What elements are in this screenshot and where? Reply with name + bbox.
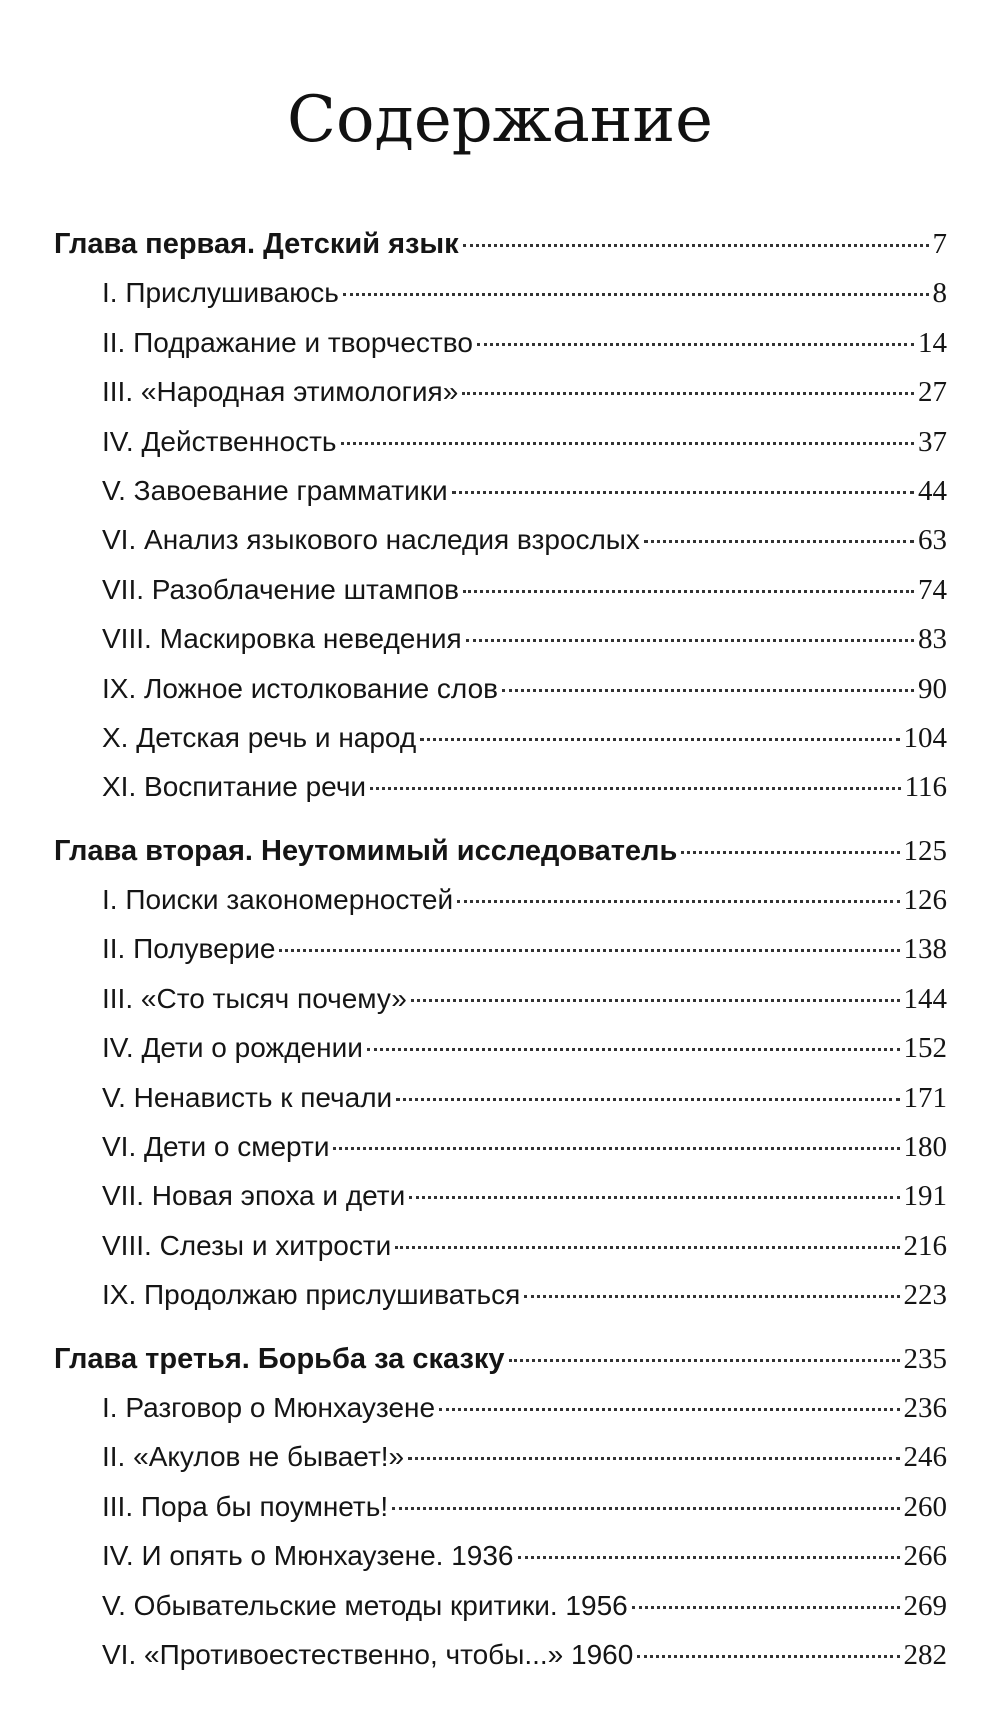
- dot-leader: [333, 1147, 899, 1150]
- section-entry-label: IX. Продолжаю прислушиваться: [102, 1279, 521, 1311]
- section-entry-label: II. Подражание и творчество: [102, 326, 473, 358]
- page-number: 191: [903, 1180, 947, 1213]
- page-number: 8: [932, 277, 947, 310]
- chapter-heading-label: Глава третья. Борьба за сказку: [54, 1342, 505, 1375]
- page-number: 138: [903, 933, 947, 966]
- section-entry-label: VII. Новая эпоха и дети: [102, 1180, 406, 1212]
- dot-leader: [409, 1196, 899, 1199]
- page-number: 282: [903, 1638, 947, 1671]
- section-entry[interactable]: [54, 1540, 947, 1589]
- dot-leader: [463, 590, 914, 593]
- section-entry[interactable]: [54, 1590, 947, 1639]
- dot-leader: [396, 1098, 899, 1101]
- section-entry[interactable]: [54, 933, 947, 982]
- section-entry-label: X. Детская речь и народ: [102, 721, 417, 753]
- section-entry[interactable]: [54, 1441, 947, 1490]
- section-entry[interactable]: [54, 1392, 947, 1441]
- section-entry-label: V. Завоевание грамматики: [102, 474, 448, 506]
- page-number: 37: [918, 425, 947, 458]
- dot-leader: [644, 540, 914, 543]
- section-entry[interactable]: [54, 1279, 947, 1328]
- page-number: 27: [918, 376, 947, 409]
- dot-leader: [509, 1359, 900, 1362]
- page-number: 223: [903, 1279, 947, 1312]
- section-entry[interactable]: [54, 376, 947, 425]
- dot-leader: [502, 689, 914, 692]
- section-entry[interactable]: [54, 722, 947, 771]
- section-entry-label: VIII. Слезы и хитрости: [102, 1229, 392, 1261]
- page-number: 7: [932, 228, 947, 260]
- page-number: 126: [903, 884, 947, 917]
- section-entry[interactable]: [54, 1491, 947, 1540]
- dot-leader: [466, 639, 914, 642]
- section-entry-label: I. Прислушиваюсь: [102, 277, 339, 309]
- section-entry[interactable]: [54, 1032, 947, 1081]
- page-number: 74: [918, 573, 947, 606]
- dot-leader: [392, 1507, 899, 1510]
- dot-leader: [341, 442, 915, 445]
- section-entry[interactable]: [54, 983, 947, 1032]
- section-entry-label: VI. Дети о смерти: [102, 1131, 330, 1163]
- page-number: 246: [903, 1441, 947, 1474]
- chapter-heading[interactable]: [54, 835, 947, 884]
- section-entry[interactable]: [54, 277, 947, 326]
- chapter-heading[interactable]: [54, 228, 947, 277]
- dot-leader: [420, 738, 899, 741]
- dot-leader: [637, 1655, 899, 1658]
- page-number: 83: [918, 623, 947, 656]
- dot-leader: [367, 1048, 900, 1051]
- dot-leader: [632, 1606, 900, 1609]
- page-number: 116: [904, 771, 947, 804]
- section-entry-label: III. «Сто тысяч почему»: [102, 982, 407, 1014]
- section-entry-label: II. «Акулов не бывает!»: [102, 1441, 405, 1473]
- page-number: 63: [918, 524, 947, 557]
- page-number: 180: [903, 1131, 947, 1164]
- page-number: 144: [903, 982, 947, 1015]
- dot-leader: [343, 293, 929, 296]
- section-entry[interactable]: [54, 1131, 947, 1180]
- section-entry[interactable]: [54, 771, 947, 820]
- chapter-heading-label: Глава первая. Детский язык: [54, 228, 459, 260]
- dot-leader: [524, 1295, 899, 1298]
- section-entry[interactable]: [54, 327, 947, 376]
- section-entry[interactable]: [54, 475, 947, 524]
- section-entry[interactable]: [54, 1639, 947, 1688]
- chapter-heading[interactable]: [54, 1343, 947, 1392]
- section-entry-label: VI. «Противоестественно, чтобы...» 1960: [102, 1638, 634, 1670]
- section-entry-label: III. «Народная этимология»: [102, 376, 459, 408]
- page-number: 152: [903, 1032, 947, 1065]
- section-entry[interactable]: [54, 426, 947, 475]
- section-entry[interactable]: [54, 623, 947, 672]
- dot-leader: [457, 900, 899, 903]
- section-entry-label: IV. И опять о Мюнхаузене. 1936: [102, 1540, 514, 1572]
- section-entry-label: V. Ненависть к печали: [102, 1081, 393, 1113]
- section-entry-label: III. Пора бы поумнеть!: [102, 1490, 389, 1522]
- page-number: 235: [903, 1342, 947, 1375]
- chapter-spacer: [54, 1329, 947, 1343]
- section-entry[interactable]: [54, 673, 947, 722]
- dot-leader: [463, 244, 929, 247]
- page-number: 171: [903, 1081, 947, 1114]
- section-entry-label: IV. Действенность: [102, 425, 337, 457]
- dot-leader: [518, 1556, 900, 1559]
- page-number: 260: [903, 1490, 947, 1523]
- dot-leader: [681, 851, 899, 854]
- table-of-contents: [54, 228, 947, 1688]
- section-entry[interactable]: [54, 1082, 947, 1131]
- page-number: 236: [903, 1391, 947, 1424]
- section-entry-label: IV. Дети о рождении: [102, 1032, 363, 1064]
- dot-leader: [452, 491, 914, 494]
- page-number: 104: [903, 721, 947, 754]
- page-number: 269: [903, 1589, 947, 1622]
- section-entry-label: I. Разговор о Мюнхаузене: [102, 1391, 436, 1423]
- section-entry-label: V. Обывательские методы критики. 1956: [102, 1589, 628, 1621]
- page-title: Содержание: [287, 83, 713, 157]
- page-number: 125: [903, 834, 947, 867]
- section-entry-label: II. Полуверие: [102, 933, 276, 965]
- page-number: 266: [903, 1540, 947, 1573]
- page-number: 90: [918, 672, 947, 705]
- section-entry-label: XI. Воспитание речи: [102, 771, 367, 803]
- chapter-heading-label: Глава вторая. Неутомимый исследователь: [54, 834, 678, 867]
- dot-leader: [477, 343, 914, 346]
- section-entry-label: IX. Ложное истолкование слов: [102, 672, 499, 704]
- dot-leader: [279, 949, 899, 952]
- section-entry[interactable]: [54, 884, 947, 933]
- dot-leader: [370, 787, 901, 790]
- section-entry-label: VII. Разоблачение штампов: [102, 573, 459, 605]
- dot-leader: [411, 999, 900, 1002]
- dot-leader: [408, 1457, 899, 1460]
- section-entry[interactable]: [54, 1180, 947, 1229]
- section-entry-label: VI. Анализ языкового наследия взрослых: [102, 524, 640, 556]
- section-entry[interactable]: [54, 1230, 947, 1279]
- dot-leader: [439, 1408, 899, 1411]
- section-entry[interactable]: [54, 574, 947, 623]
- page-number: 14: [918, 326, 947, 359]
- dot-leader: [462, 392, 914, 395]
- section-entry[interactable]: [54, 524, 947, 573]
- section-entry-label: VIII. Маскировка неведения: [102, 623, 462, 655]
- page-number: 216: [903, 1229, 947, 1262]
- dot-leader: [395, 1246, 899, 1249]
- page-number: 44: [918, 474, 947, 507]
- chapter-spacer: [54, 821, 947, 835]
- section-entry-label: I. Поиски закономерностей: [102, 884, 454, 916]
